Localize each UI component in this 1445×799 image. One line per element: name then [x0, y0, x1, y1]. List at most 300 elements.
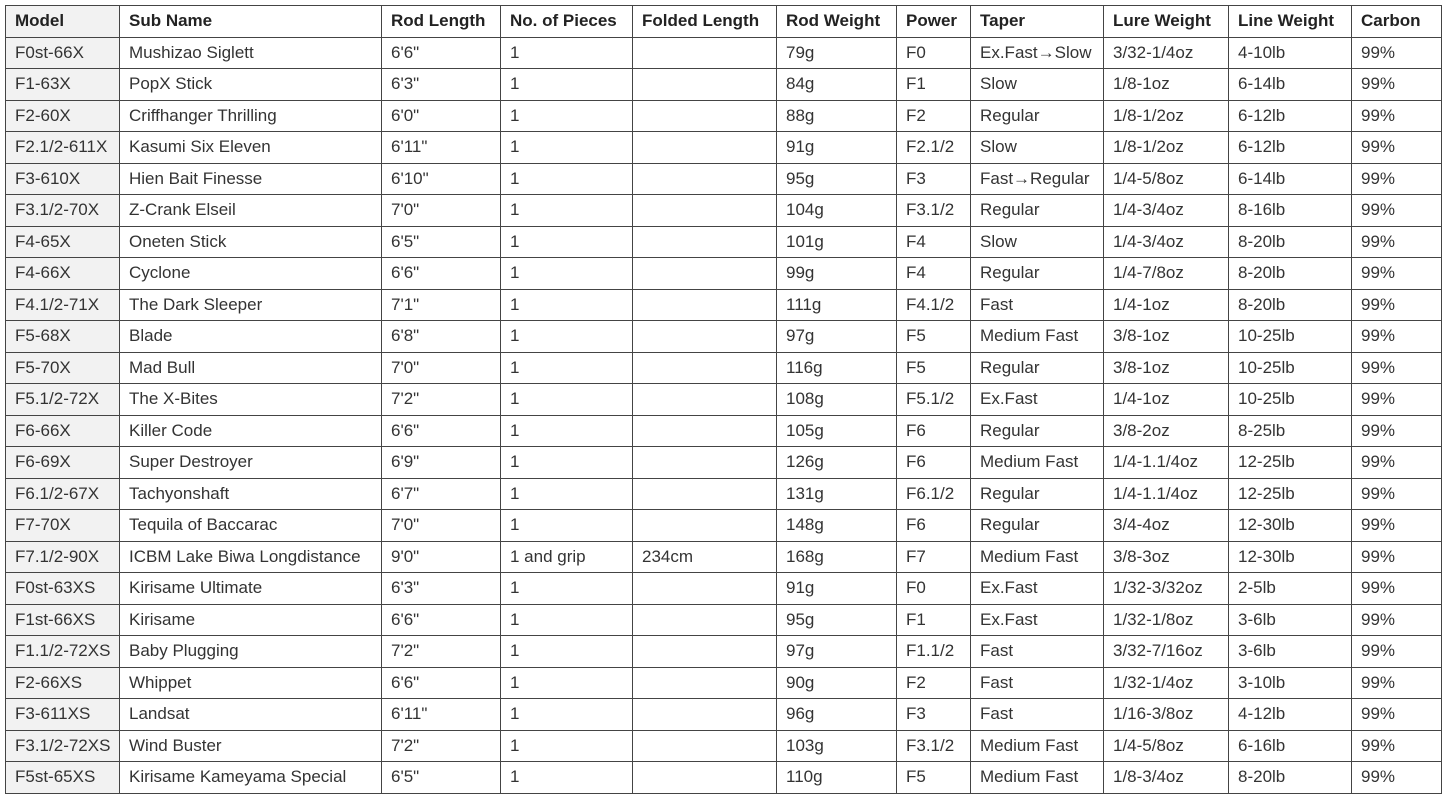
- cell-power: F3: [897, 699, 971, 731]
- cell-rod-weight: 79g: [777, 37, 897, 69]
- cell-power: F4.1/2: [897, 289, 971, 321]
- cell-rod-weight: 95g: [777, 163, 897, 195]
- cell-pieces: 1: [501, 195, 633, 227]
- cell-line-weight: 6-14lb: [1229, 69, 1352, 101]
- cell-lure-weight: 1/32-1/8oz: [1104, 604, 1229, 636]
- cell-sub-name: ICBM Lake Biwa Longdistance: [120, 541, 382, 573]
- cell-folded-length: [633, 730, 777, 762]
- cell-line-weight: 3-10lb: [1229, 667, 1352, 699]
- cell-folded-length: [633, 573, 777, 605]
- table-row: [6, 163, 1442, 195]
- cell-lure-weight: 1/8-1/2oz: [1104, 100, 1229, 132]
- cell-rod-weight: 168g: [777, 541, 897, 573]
- cell-taper: Medium Fast: [971, 541, 1104, 573]
- cell-rod-weight: 108g: [777, 384, 897, 416]
- table-row: [6, 226, 1442, 258]
- cell-pieces: 1: [501, 37, 633, 69]
- cell-rod-length: 6'5": [382, 762, 501, 794]
- cell-carbon: 99%: [1352, 384, 1442, 416]
- cell-folded-length: [633, 132, 777, 164]
- cell-rod-weight: 148g: [777, 510, 897, 542]
- cell-lure-weight: 1/4-3/4oz: [1104, 195, 1229, 227]
- cell-model: F3-610X: [6, 163, 120, 195]
- cell-rod-weight: 110g: [777, 762, 897, 794]
- cell-rod-length: 6'11": [382, 132, 501, 164]
- cell-power: F2.1/2: [897, 132, 971, 164]
- header-row: [6, 6, 1442, 38]
- cell-pieces: 1: [501, 510, 633, 542]
- cell-lure-weight: 1/4-1oz: [1104, 289, 1229, 321]
- cell-pieces: 1: [501, 69, 633, 101]
- cell-sub-name: Tequila of Baccarac: [120, 510, 382, 542]
- cell-carbon: 99%: [1352, 510, 1442, 542]
- cell-taper: Regular: [971, 510, 1104, 542]
- cell-rod-length: 6'10": [382, 163, 501, 195]
- cell-lure-weight: 3/32-7/16oz: [1104, 636, 1229, 668]
- cell-power: F3.1/2: [897, 730, 971, 762]
- cell-model: F0st-66X: [6, 37, 120, 69]
- table-row: [6, 100, 1442, 132]
- cell-folded-length: [633, 762, 777, 794]
- cell-carbon: 99%: [1352, 415, 1442, 447]
- cell-pieces: 1: [501, 604, 633, 636]
- cell-carbon: 99%: [1352, 352, 1442, 384]
- cell-model: F6.1/2-67X: [6, 478, 120, 510]
- cell-taper: Fast: [971, 289, 1104, 321]
- column-header-sub-name: Sub Name: [120, 6, 382, 38]
- cell-rod-length: 6'3": [382, 573, 501, 605]
- cell-folded-length: [633, 37, 777, 69]
- cell-folded-length: [633, 195, 777, 227]
- table-row: [6, 541, 1442, 573]
- table-row: [6, 667, 1442, 699]
- cell-taper: Ex.Fast: [971, 573, 1104, 605]
- cell-rod-weight: 91g: [777, 132, 897, 164]
- cell-pieces: 1: [501, 762, 633, 794]
- cell-carbon: 99%: [1352, 195, 1442, 227]
- cell-carbon: 99%: [1352, 321, 1442, 353]
- cell-rod-weight: 91g: [777, 573, 897, 605]
- cell-rod-weight: 101g: [777, 226, 897, 258]
- cell-model: F4-65X: [6, 226, 120, 258]
- cell-sub-name: Kirisame Ultimate: [120, 573, 382, 605]
- cell-line-weight: 4-10lb: [1229, 37, 1352, 69]
- cell-rod-length: 6'6": [382, 415, 501, 447]
- cell-rod-length: 7'0": [382, 352, 501, 384]
- cell-rod-weight: 99g: [777, 258, 897, 290]
- cell-model: F3.1/2-72XS: [6, 730, 120, 762]
- column-header-taper: Taper: [971, 6, 1104, 38]
- cell-carbon: 99%: [1352, 37, 1442, 69]
- cell-pieces: 1: [501, 258, 633, 290]
- cell-rod-length: 7'2": [382, 636, 501, 668]
- cell-carbon: 99%: [1352, 69, 1442, 101]
- cell-rod-length: 7'0": [382, 510, 501, 542]
- cell-model: F7.1/2-90X: [6, 541, 120, 573]
- cell-sub-name: Killer Code: [120, 415, 382, 447]
- cell-carbon: 99%: [1352, 636, 1442, 668]
- cell-model: F2.1/2-611X: [6, 132, 120, 164]
- cell-lure-weight: 1/4-1.1/4oz: [1104, 447, 1229, 479]
- cell-line-weight: 12-30lb: [1229, 541, 1352, 573]
- cell-taper: Slow: [971, 132, 1104, 164]
- cell-sub-name: Whippet: [120, 667, 382, 699]
- cell-line-weight: 8-20lb: [1229, 258, 1352, 290]
- cell-power: F3.1/2: [897, 195, 971, 227]
- cell-taper: Ex.Fast: [971, 604, 1104, 636]
- cell-rod-weight: 126g: [777, 447, 897, 479]
- cell-sub-name: Blade: [120, 321, 382, 353]
- cell-rod-length: 7'1": [382, 289, 501, 321]
- cell-lure-weight: 3/8-2oz: [1104, 415, 1229, 447]
- cell-line-weight: 6-12lb: [1229, 100, 1352, 132]
- cell-line-weight: 10-25lb: [1229, 352, 1352, 384]
- cell-power: F2: [897, 667, 971, 699]
- cell-rod-length: 7'0": [382, 195, 501, 227]
- cell-line-weight: 6-12lb: [1229, 132, 1352, 164]
- cell-pieces: 1: [501, 699, 633, 731]
- cell-rod-weight: 97g: [777, 321, 897, 353]
- cell-sub-name: The Dark Sleeper: [120, 289, 382, 321]
- cell-rod-length: 6'5": [382, 226, 501, 258]
- cell-rod-weight: 88g: [777, 100, 897, 132]
- cell-taper: Slow: [971, 226, 1104, 258]
- table-row: [6, 636, 1442, 668]
- column-header-folded-length: Folded Length: [633, 6, 777, 38]
- cell-rod-weight: 116g: [777, 352, 897, 384]
- cell-rod-length: 6'6": [382, 667, 501, 699]
- cell-model: F5st-65XS: [6, 762, 120, 794]
- cell-carbon: 99%: [1352, 573, 1442, 605]
- cell-model: F2-66XS: [6, 667, 120, 699]
- cell-rod-length: 6'0": [382, 100, 501, 132]
- table-row: [6, 478, 1442, 510]
- cell-taper: Regular: [971, 100, 1104, 132]
- cell-line-weight: 8-16lb: [1229, 195, 1352, 227]
- cell-model: F1st-66XS: [6, 604, 120, 636]
- cell-sub-name: Z-Crank Elseil: [120, 195, 382, 227]
- cell-taper: Fast→Regular: [971, 163, 1104, 195]
- cell-power: F5: [897, 762, 971, 794]
- cell-lure-weight: 1/4-3/4oz: [1104, 226, 1229, 258]
- cell-model: F5-70X: [6, 352, 120, 384]
- cell-lure-weight: 3/4-4oz: [1104, 510, 1229, 542]
- table-row: [6, 289, 1442, 321]
- cell-rod-length: 6'9": [382, 447, 501, 479]
- cell-taper: Fast: [971, 636, 1104, 668]
- cell-line-weight: 8-20lb: [1229, 226, 1352, 258]
- table-row: [6, 604, 1442, 636]
- cell-carbon: 99%: [1352, 478, 1442, 510]
- cell-folded-length: [633, 258, 777, 290]
- cell-carbon: 99%: [1352, 447, 1442, 479]
- cell-rod-weight: 103g: [777, 730, 897, 762]
- cell-carbon: 99%: [1352, 163, 1442, 195]
- cell-pieces: 1: [501, 478, 633, 510]
- cell-taper: Ex.Fast: [971, 384, 1104, 416]
- cell-lure-weight: 3/8-1oz: [1104, 352, 1229, 384]
- rod-spec-table: [5, 5, 1442, 794]
- cell-lure-weight: 3/32-1/4oz: [1104, 37, 1229, 69]
- cell-folded-length: [633, 699, 777, 731]
- cell-lure-weight: 1/8-3/4oz: [1104, 762, 1229, 794]
- cell-lure-weight: 1/4-1oz: [1104, 384, 1229, 416]
- column-header-line-weight: Line Weight: [1229, 6, 1352, 38]
- cell-lure-weight: 1/4-5/8oz: [1104, 163, 1229, 195]
- cell-line-weight: 6-16lb: [1229, 730, 1352, 762]
- column-header-pieces: No. of Pieces: [501, 6, 633, 38]
- cell-carbon: 99%: [1352, 100, 1442, 132]
- cell-sub-name: Kasumi Six Eleven: [120, 132, 382, 164]
- cell-pieces: 1: [501, 163, 633, 195]
- cell-sub-name: Super Destroyer: [120, 447, 382, 479]
- cell-power: F1.1/2: [897, 636, 971, 668]
- cell-power: F6.1/2: [897, 478, 971, 510]
- cell-pieces: 1: [501, 321, 633, 353]
- cell-sub-name: Landsat: [120, 699, 382, 731]
- cell-pieces: 1: [501, 132, 633, 164]
- cell-lure-weight: 3/8-3oz: [1104, 541, 1229, 573]
- column-header-carbon: Carbon: [1352, 6, 1442, 38]
- cell-pieces: 1: [501, 352, 633, 384]
- cell-carbon: 99%: [1352, 730, 1442, 762]
- cell-model: F4-66X: [6, 258, 120, 290]
- cell-sub-name: Mushizao Siglett: [120, 37, 382, 69]
- cell-sub-name: Cyclone: [120, 258, 382, 290]
- cell-lure-weight: 1/4-1.1/4oz: [1104, 478, 1229, 510]
- cell-rod-length: 6'3": [382, 69, 501, 101]
- cell-pieces: 1: [501, 100, 633, 132]
- cell-sub-name: Mad Bull: [120, 352, 382, 384]
- cell-rod-weight: 97g: [777, 636, 897, 668]
- cell-line-weight: 8-20lb: [1229, 289, 1352, 321]
- cell-model: F5.1/2-72X: [6, 384, 120, 416]
- cell-taper: Fast: [971, 667, 1104, 699]
- cell-line-weight: 6-14lb: [1229, 163, 1352, 195]
- cell-power: F1: [897, 604, 971, 636]
- cell-power: F3: [897, 163, 971, 195]
- cell-power: F0: [897, 573, 971, 605]
- cell-folded-length: [633, 667, 777, 699]
- table-row: [6, 447, 1442, 479]
- cell-model: F1-63X: [6, 69, 120, 101]
- cell-rod-weight: 105g: [777, 415, 897, 447]
- cell-rod-length: 9'0": [382, 541, 501, 573]
- cell-taper: Ex.Fast→Slow: [971, 37, 1104, 69]
- cell-model: F6-66X: [6, 415, 120, 447]
- table-row: [6, 762, 1442, 794]
- cell-taper: Regular: [971, 478, 1104, 510]
- cell-taper: Regular: [971, 415, 1104, 447]
- cell-carbon: 99%: [1352, 604, 1442, 636]
- cell-power: F5: [897, 321, 971, 353]
- cell-line-weight: 12-30lb: [1229, 510, 1352, 542]
- cell-line-weight: 8-25lb: [1229, 415, 1352, 447]
- cell-lure-weight: 1/4-7/8oz: [1104, 258, 1229, 290]
- table-row: [6, 510, 1442, 542]
- cell-rod-weight: 104g: [777, 195, 897, 227]
- cell-rod-length: 7'2": [382, 384, 501, 416]
- cell-lure-weight: 1/8-1/2oz: [1104, 132, 1229, 164]
- cell-sub-name: PopX Stick: [120, 69, 382, 101]
- column-header-model: Model: [6, 6, 120, 38]
- cell-folded-length: [633, 226, 777, 258]
- cell-model: F2-60X: [6, 100, 120, 132]
- cell-rod-weight: 95g: [777, 604, 897, 636]
- cell-sub-name: Kirisame: [120, 604, 382, 636]
- cell-line-weight: 3-6lb: [1229, 636, 1352, 668]
- cell-pieces: 1: [501, 667, 633, 699]
- cell-taper: Medium Fast: [971, 730, 1104, 762]
- cell-sub-name: Wind Buster: [120, 730, 382, 762]
- cell-model: F5-68X: [6, 321, 120, 353]
- cell-carbon: 99%: [1352, 226, 1442, 258]
- cell-carbon: 99%: [1352, 289, 1442, 321]
- cell-folded-length: [633, 478, 777, 510]
- cell-power: F0: [897, 37, 971, 69]
- table-row: [6, 384, 1442, 416]
- cell-model: F4.1/2-71X: [6, 289, 120, 321]
- cell-sub-name: Oneten Stick: [120, 226, 382, 258]
- cell-model: F3-611XS: [6, 699, 120, 731]
- column-header-power: Power: [897, 6, 971, 38]
- cell-rod-weight: 131g: [777, 478, 897, 510]
- cell-rod-length: 6'6": [382, 37, 501, 69]
- cell-folded-length: [633, 352, 777, 384]
- cell-taper: Slow: [971, 69, 1104, 101]
- cell-folded-length: [633, 604, 777, 636]
- cell-model: F7-70X: [6, 510, 120, 542]
- cell-model: F1.1/2-72XS: [6, 636, 120, 668]
- cell-folded-length: [633, 384, 777, 416]
- cell-rod-weight: 96g: [777, 699, 897, 731]
- cell-pieces: 1 and grip: [501, 541, 633, 573]
- cell-folded-length: [633, 321, 777, 353]
- cell-lure-weight: 1/16-3/8oz: [1104, 699, 1229, 731]
- cell-rod-weight: 90g: [777, 667, 897, 699]
- cell-sub-name: Hien Bait Finesse: [120, 163, 382, 195]
- cell-pieces: 1: [501, 730, 633, 762]
- cell-rod-length: 6'6": [382, 258, 501, 290]
- cell-taper: Medium Fast: [971, 321, 1104, 353]
- cell-power: F6: [897, 415, 971, 447]
- cell-model: F0st-63XS: [6, 573, 120, 605]
- cell-lure-weight: 1/8-1oz: [1104, 69, 1229, 101]
- cell-line-weight: 2-5lb: [1229, 573, 1352, 605]
- cell-lure-weight: 1/32-3/32oz: [1104, 573, 1229, 605]
- column-header-rod-length: Rod Length: [382, 6, 501, 38]
- cell-carbon: 99%: [1352, 667, 1442, 699]
- cell-carbon: 99%: [1352, 541, 1442, 573]
- cell-sub-name: Baby Plugging: [120, 636, 382, 668]
- table-row: [6, 730, 1442, 762]
- cell-rod-length: 6'8": [382, 321, 501, 353]
- cell-pieces: 1: [501, 226, 633, 258]
- cell-power: F2: [897, 100, 971, 132]
- cell-folded-length: [633, 447, 777, 479]
- cell-line-weight: 12-25lb: [1229, 478, 1352, 510]
- table-row: [6, 69, 1442, 101]
- cell-pieces: 1: [501, 289, 633, 321]
- table-row: [6, 132, 1442, 164]
- cell-folded-length: [633, 415, 777, 447]
- cell-power: F7: [897, 541, 971, 573]
- cell-folded-length: [633, 69, 777, 101]
- cell-pieces: 1: [501, 636, 633, 668]
- cell-lure-weight: 1/4-5/8oz: [1104, 730, 1229, 762]
- table-row: [6, 352, 1442, 384]
- cell-sub-name: Kirisame Kameyama Special: [120, 762, 382, 794]
- table-row: [6, 415, 1442, 447]
- cell-sub-name: Criffhanger Thrilling: [120, 100, 382, 132]
- column-header-lure-weight: Lure Weight: [1104, 6, 1229, 38]
- table-row: [6, 573, 1442, 605]
- cell-pieces: 1: [501, 573, 633, 605]
- cell-folded-length: [633, 100, 777, 132]
- cell-rod-weight: 84g: [777, 69, 897, 101]
- cell-folded-length: [633, 163, 777, 195]
- cell-sub-name: The X-Bites: [120, 384, 382, 416]
- cell-taper: Medium Fast: [971, 447, 1104, 479]
- cell-power: F5.1/2: [897, 384, 971, 416]
- cell-taper: Regular: [971, 352, 1104, 384]
- cell-power: F4: [897, 258, 971, 290]
- cell-pieces: 1: [501, 384, 633, 416]
- cell-rod-length: 6'6": [382, 604, 501, 636]
- cell-rod-length: 6'7": [382, 478, 501, 510]
- cell-line-weight: 4-12lb: [1229, 699, 1352, 731]
- cell-carbon: 99%: [1352, 762, 1442, 794]
- cell-power: F5: [897, 352, 971, 384]
- table-row: [6, 321, 1442, 353]
- cell-folded-length: 234cm: [633, 541, 777, 573]
- table-row: [6, 258, 1442, 290]
- cell-model: F6-69X: [6, 447, 120, 479]
- table-row: [6, 699, 1442, 731]
- cell-line-weight: 12-25lb: [1229, 447, 1352, 479]
- cell-sub-name: Tachyonshaft: [120, 478, 382, 510]
- cell-taper: Regular: [971, 258, 1104, 290]
- cell-power: F4: [897, 226, 971, 258]
- cell-carbon: 99%: [1352, 699, 1442, 731]
- cell-lure-weight: 3/8-1oz: [1104, 321, 1229, 353]
- table-row: [6, 195, 1442, 227]
- cell-taper: Regular: [971, 195, 1104, 227]
- cell-power: F1: [897, 69, 971, 101]
- cell-lure-weight: 1/32-1/4oz: [1104, 667, 1229, 699]
- cell-line-weight: 10-25lb: [1229, 384, 1352, 416]
- cell-line-weight: 3-6lb: [1229, 604, 1352, 636]
- cell-power: F6: [897, 447, 971, 479]
- cell-folded-length: [633, 510, 777, 542]
- cell-taper: Fast: [971, 699, 1104, 731]
- cell-carbon: 99%: [1352, 258, 1442, 290]
- cell-model: F3.1/2-70X: [6, 195, 120, 227]
- cell-rod-length: 6'11": [382, 699, 501, 731]
- column-header-rod-weight: Rod Weight: [777, 6, 897, 38]
- cell-carbon: 99%: [1352, 132, 1442, 164]
- cell-rod-length: 7'2": [382, 730, 501, 762]
- cell-line-weight: 10-25lb: [1229, 321, 1352, 353]
- table-row: [6, 37, 1442, 69]
- cell-pieces: 1: [501, 447, 633, 479]
- cell-line-weight: 8-20lb: [1229, 762, 1352, 794]
- cell-taper: Medium Fast: [971, 762, 1104, 794]
- cell-folded-length: [633, 289, 777, 321]
- cell-folded-length: [633, 636, 777, 668]
- cell-pieces: 1: [501, 415, 633, 447]
- cell-rod-weight: 111g: [777, 289, 897, 321]
